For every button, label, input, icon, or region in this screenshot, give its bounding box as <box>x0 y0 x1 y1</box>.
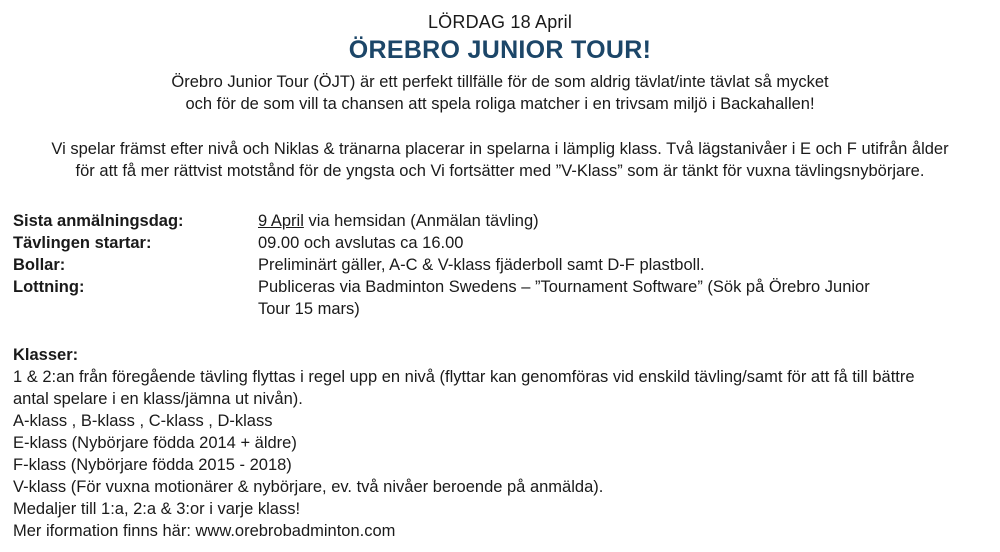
info-row-balls <box>13 254 973 276</box>
start-value: 09.00 och avslutas ca 16.00 <box>258 234 464 252</box>
draw-value <box>258 276 928 320</box>
info-row-start <box>13 232 973 254</box>
info-table <box>13 210 973 320</box>
intro-paragraph <box>0 71 1000 115</box>
description-paragraph <box>0 138 1000 182</box>
balls-label: Bollar: <box>13 256 66 274</box>
deadline-date: 9 April <box>258 212 304 230</box>
info-row-draw <box>13 276 973 320</box>
intro-line-2: och för de som vill ta chansen att spela roliga matcher i en trivsam miljö i Backahallen! <box>185 95 815 113</box>
classes-line: V-klass (För vuxna motionärer & nybörjare, ev. två nivåer beroende på anmälda). <box>13 478 604 496</box>
intro-line-1: Örebro Junior Tour (ÖJT) är ett perfekt tillfälle för de som aldrig tävlat/inte tävlat så mycket <box>171 73 829 91</box>
classes-line: antal spelare i en klass/jämna ut nivån). <box>13 390 303 408</box>
description-line-1: Vi spelar främst efter nivå och Niklas & tränarna placerar in spelarna i lämplig klass. Två lägstanivåer i E och F utifrån ålder <box>51 140 949 158</box>
classes-heading: Klasser: <box>13 346 79 364</box>
balls-value: Preliminärt gäller, A-C & V-klass fjäderboll samt D-F plastboll. <box>258 256 705 274</box>
event-date: LÖRDAG 18 April <box>427 12 573 32</box>
website-line: Mer iformation finns här: www.orebrobadminton.com <box>13 522 396 540</box>
event-title: ÖREBRO JUNIOR TOUR! <box>348 36 652 64</box>
deadline-value <box>258 210 928 232</box>
classes-line: A-klass , B-klass , C-klass , D-klass <box>13 412 273 430</box>
classes-section <box>13 344 988 542</box>
classes-line: Medaljer till 1:a, 2:a & 3:or i varje klass! <box>13 500 301 518</box>
start-label: Tävlingen startar: <box>13 234 152 252</box>
description-line-2: för att få mer rättvist motstånd för de yngsta och Vi fortsätter med ”V-Klass” som är tänkt för vuxna tävlingsnybörjare. <box>75 162 925 180</box>
deadline-label: Sista anmälningsdag: <box>13 212 184 230</box>
info-row-deadline <box>13 210 973 232</box>
draw-label: Lottning: <box>13 278 85 296</box>
draw-value-line-1: Publiceras via Badminton Swedens – ”Tournament Software” (Sök på Örebro Junior <box>258 278 870 296</box>
classes-line: 1 & 2:an från föregående tävling flyttas i regel upp en nivå (flyttar kan genomföras vid enskild tävling/samt för att få till bättre <box>13 368 915 386</box>
classes-line: F-klass (Nybörjare födda 2015 - 2018) <box>13 456 292 474</box>
classes-line: E-klass (Nybörjare födda 2014 + äldre) <box>13 434 297 452</box>
draw-value-line-2: Tour 15 mars) <box>258 300 360 318</box>
deadline-rest: via hemsidan (Anmälan tävling) <box>303 212 539 230</box>
